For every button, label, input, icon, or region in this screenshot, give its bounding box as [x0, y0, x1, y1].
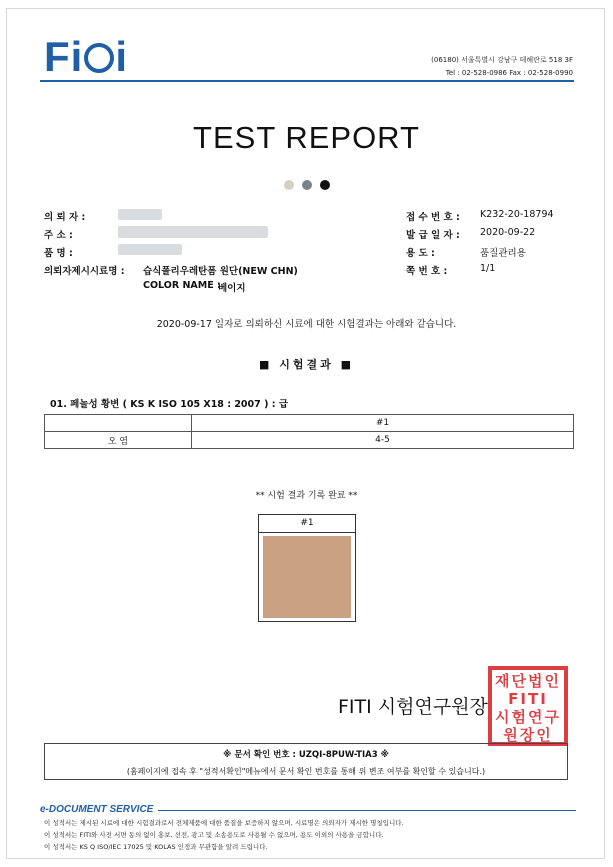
confirm-box [44, 743, 568, 780]
header-address [431, 54, 573, 80]
color-label: COLOR NAME : [143, 280, 221, 291]
header-rule [40, 80, 574, 82]
use-label: 용 도 : [406, 248, 435, 259]
product-redacted [118, 244, 182, 255]
use-value: 품질관리용 [480, 248, 526, 259]
section-title: ■ 시험결과 ■ [259, 358, 354, 371]
dot-beige [284, 180, 294, 190]
organization-name: FITI 시험연구원장 [338, 696, 488, 718]
issue-label: 발 급 일 자 : [406, 230, 460, 241]
table-row [45, 432, 574, 449]
receipt-value: K232-20-18794 [480, 209, 554, 220]
sample-label: 의뢰자제시시료명 : [44, 266, 125, 277]
color-dots [284, 175, 338, 194]
disclaimer-line: 이 성적서는 FITI와 사전 서면 동의 없이 홍보, 선전, 광고 및 소송용도로 사용될 수 없으며, 용도 이외의 사용을 금합니다. [44, 831, 384, 839]
e-document-service-label: e-DOCUMENT SERVICE [40, 804, 154, 815]
dot-gray [302, 180, 312, 190]
receipt-label: 접 수 번 호 : [406, 212, 460, 223]
intro-text: 2020-09-17 일자로 의뢰하신 시료에 대한 시험결과는 아래와 같습니다. [156, 319, 457, 330]
row-label: 오 염 [45, 432, 192, 449]
test-title: 01. 페놀성 황변 ( KS K ISO 105 X18 : 2007 ) : 급 [50, 399, 289, 410]
sample-swatch [263, 536, 351, 618]
phone-text: Tel : 02-528-0986 Fax : 02-528-0990 [445, 69, 573, 77]
page-value: 1/1 [480, 263, 496, 274]
client-redacted [118, 209, 162, 220]
product-label: 품 명 : [44, 248, 73, 259]
address-redacted [118, 226, 268, 238]
color-value: 베이지 [218, 283, 246, 294]
fiti-logo: Fi i [44, 33, 128, 80]
disclaimer-line: 이 성적서는 KS Q ISO/IEC 17025 및 KOLAS 인정과 무관함을 알려 드립니다. [44, 843, 268, 851]
issue-value: 2020-09-22 [480, 227, 536, 238]
column-header: #1 [192, 415, 574, 432]
disclaimer-line: 이 성적서는 제시된 시료에 대한 시험결과로서 전체제품에 대한 품질을 보증하지 않으며, 시료명은 의뢰자가 제시한 명칭입니다. [44, 819, 404, 827]
table-corner-cell [45, 415, 192, 432]
footer-rule [158, 810, 576, 811]
sample-value: 습식폴리우레탄폼 원단(NEW CHN) [143, 266, 298, 277]
completion-note: ** 시험 결과 기록 완료 ** [255, 491, 358, 501]
swatch-label: #1 [259, 515, 355, 533]
official-seal: 재단법인 FITI 시험연구 원장인 [488, 666, 568, 746]
address-text: (06180) 서울특별시 강남구 테헤란로 518 3F [431, 56, 573, 64]
result-table [44, 414, 574, 449]
row-value: 4-5 [192, 432, 574, 449]
sample-swatch-box [258, 514, 356, 622]
confirm-number: ※ 문서 확인 번호 : UZQI-8PUW-TIA3 ※ [223, 750, 389, 760]
confirm-instructions: (홈페이지에 접속 후 "성적서확인"메뉴에서 문서 확인 번호를 통해 위 변조 여부를 확인할 수 있습니다.) [126, 767, 486, 776]
dot-black [320, 180, 330, 190]
table-header-row [45, 415, 574, 432]
report-title: TEST REPORT [193, 120, 420, 155]
client-label: 의 뢰 자 : [44, 212, 86, 223]
address-label: 주 소 : [44, 230, 73, 241]
page-label: 쪽 번 호 : [406, 266, 448, 277]
